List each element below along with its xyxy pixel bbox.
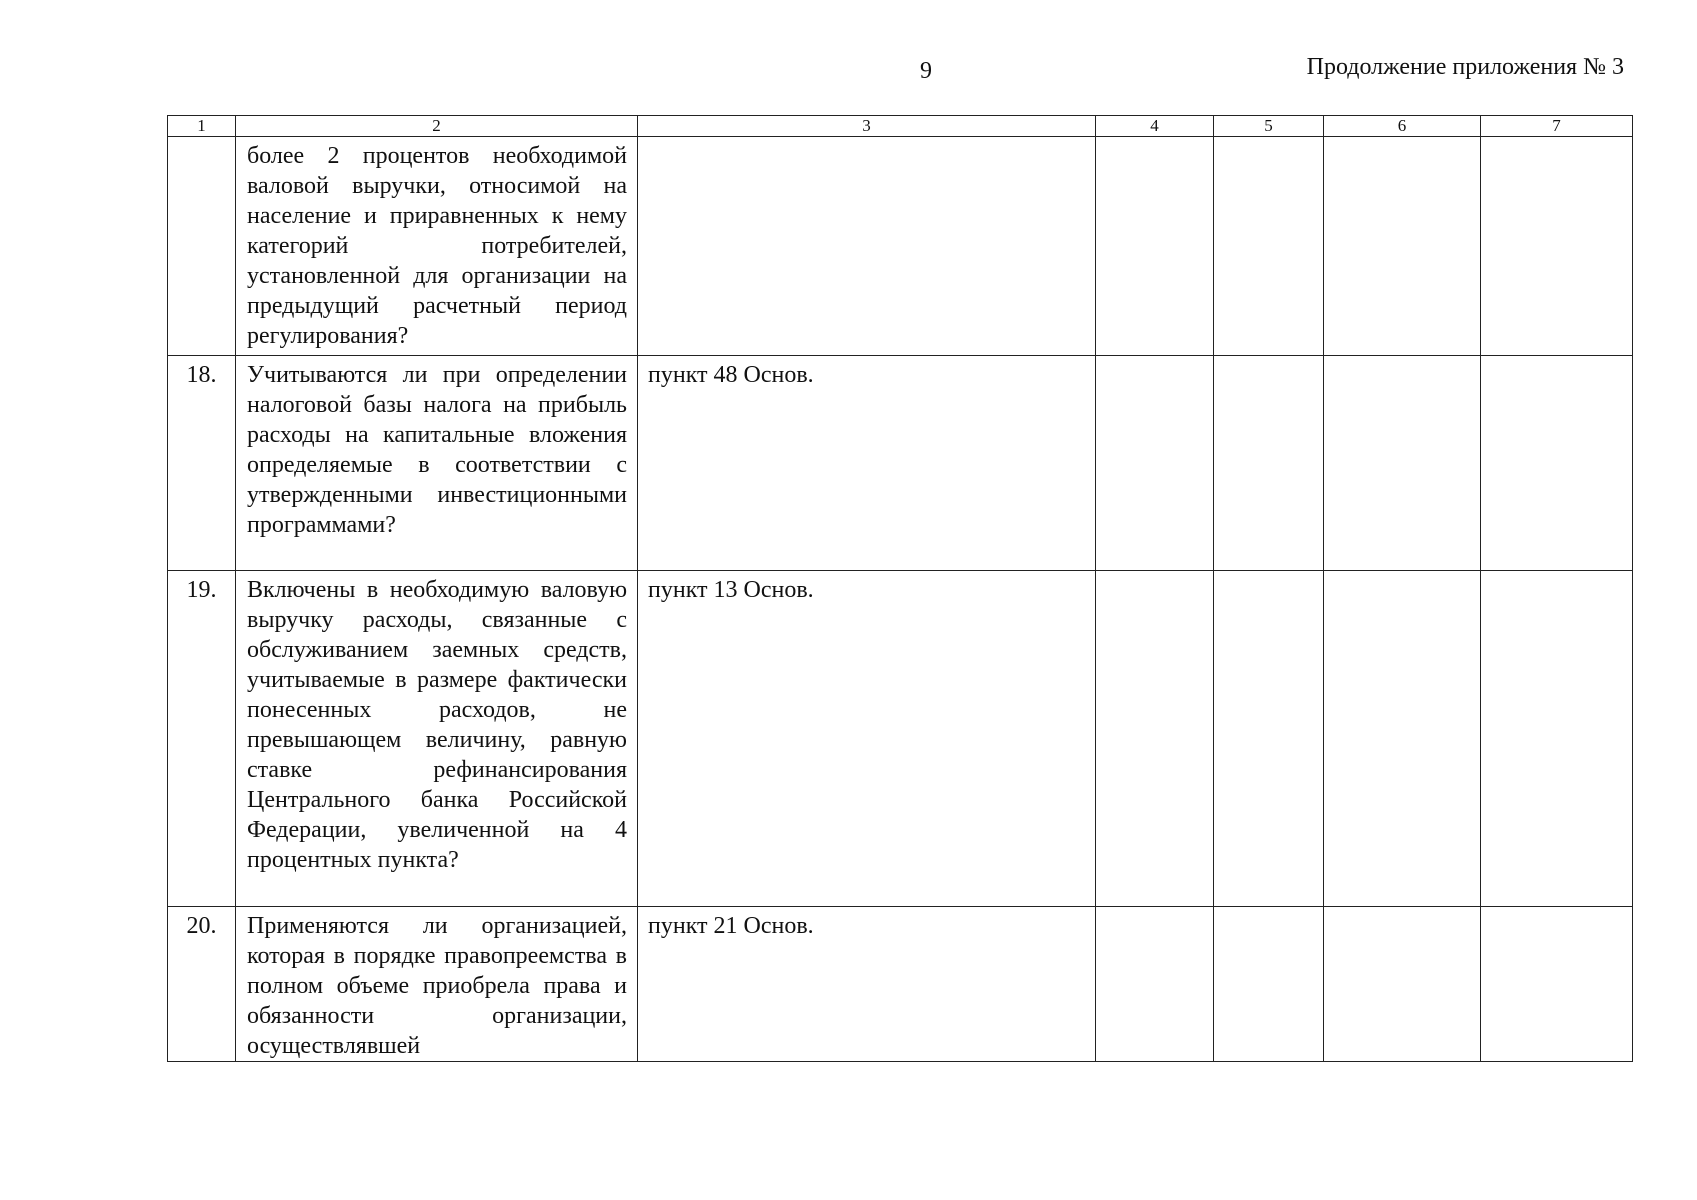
question-text: Включены в необходимую валовую выручку расходы, связанные с обслуживанием заемных средств, учитываемые в размере фактически понесенных расходов, не превышающем величину, равную ставке рефинансирования Центрального банка Российской Федерации, увеличенной на 4 процентных пункта? (247, 577, 627, 873)
column-number-header: 1 (168, 116, 236, 137)
question-cell (236, 907, 638, 1062)
answer-cell-col4 (1096, 356, 1214, 571)
row-number-cell: 20. (168, 907, 236, 1062)
answer-cell-col7 (1481, 356, 1633, 571)
answer-cell-col4 (1096, 571, 1214, 907)
answer-cell-col7 (1481, 571, 1633, 907)
table-row (168, 137, 1633, 356)
answer-cell-col5 (1214, 571, 1324, 907)
column-number-header: 4 (1096, 116, 1214, 137)
legal-basis-cell: пункт 21 Основ. (638, 907, 1096, 1062)
table-row (168, 571, 1633, 907)
answer-cell-col5 (1214, 356, 1324, 571)
answer-cell-col7 (1481, 907, 1633, 1062)
answer-cell-col6 (1324, 137, 1481, 356)
column-number-header: 3 (638, 116, 1096, 137)
row-number-cell (168, 137, 236, 356)
table-row (168, 907, 1633, 1062)
answer-cell-col4 (1096, 907, 1214, 1062)
legal-basis-cell (638, 137, 1096, 356)
answer-cell-col6 (1324, 356, 1481, 571)
answer-cell-col4 (1096, 137, 1214, 356)
legal-basis-cell: пункт 48 Основ. (638, 356, 1096, 571)
question-cell (236, 571, 638, 907)
answer-cell-col5 (1214, 137, 1324, 356)
question-cell (236, 356, 638, 571)
answer-cell-col6 (1324, 907, 1481, 1062)
answer-cell-col6 (1324, 571, 1481, 907)
row-number-cell: 18. (168, 356, 236, 571)
appendix-continuation-note: Продолжение приложения № 3 (1306, 54, 1624, 80)
question-text: Применяются ли организацией, которая в порядке правопреемства в полном объеме приобрела права и обязанности организации, осуществлявшей (247, 913, 627, 1059)
row-number-cell: 19. (168, 571, 236, 907)
column-number-header: 5 (1214, 116, 1324, 137)
checklist-table (167, 115, 1633, 1062)
column-number-header: 7 (1481, 116, 1633, 137)
page-number: 9 (920, 58, 932, 84)
answer-cell-col5 (1214, 907, 1324, 1062)
answer-cell-col7 (1481, 137, 1633, 356)
legal-basis-cell: пункт 13 Основ. (638, 571, 1096, 907)
column-number-header: 2 (236, 116, 638, 137)
table-row (168, 356, 1633, 571)
column-number-header: 6 (1324, 116, 1481, 137)
question-cell (236, 137, 638, 356)
question-text: более 2 процентов необходимой валовой выручки, относимой на население и приравненных к нему категорий потребителей, установленной для организации на предыдущий расчетный период регулирования? (247, 143, 627, 349)
column-number-row (168, 116, 1633, 137)
question-text: Учитываются ли при определении налоговой базы налога на прибыль расходы на капитальные вложения определяемые в соответствии с утвержденными инвестиционными программами? (247, 362, 627, 538)
